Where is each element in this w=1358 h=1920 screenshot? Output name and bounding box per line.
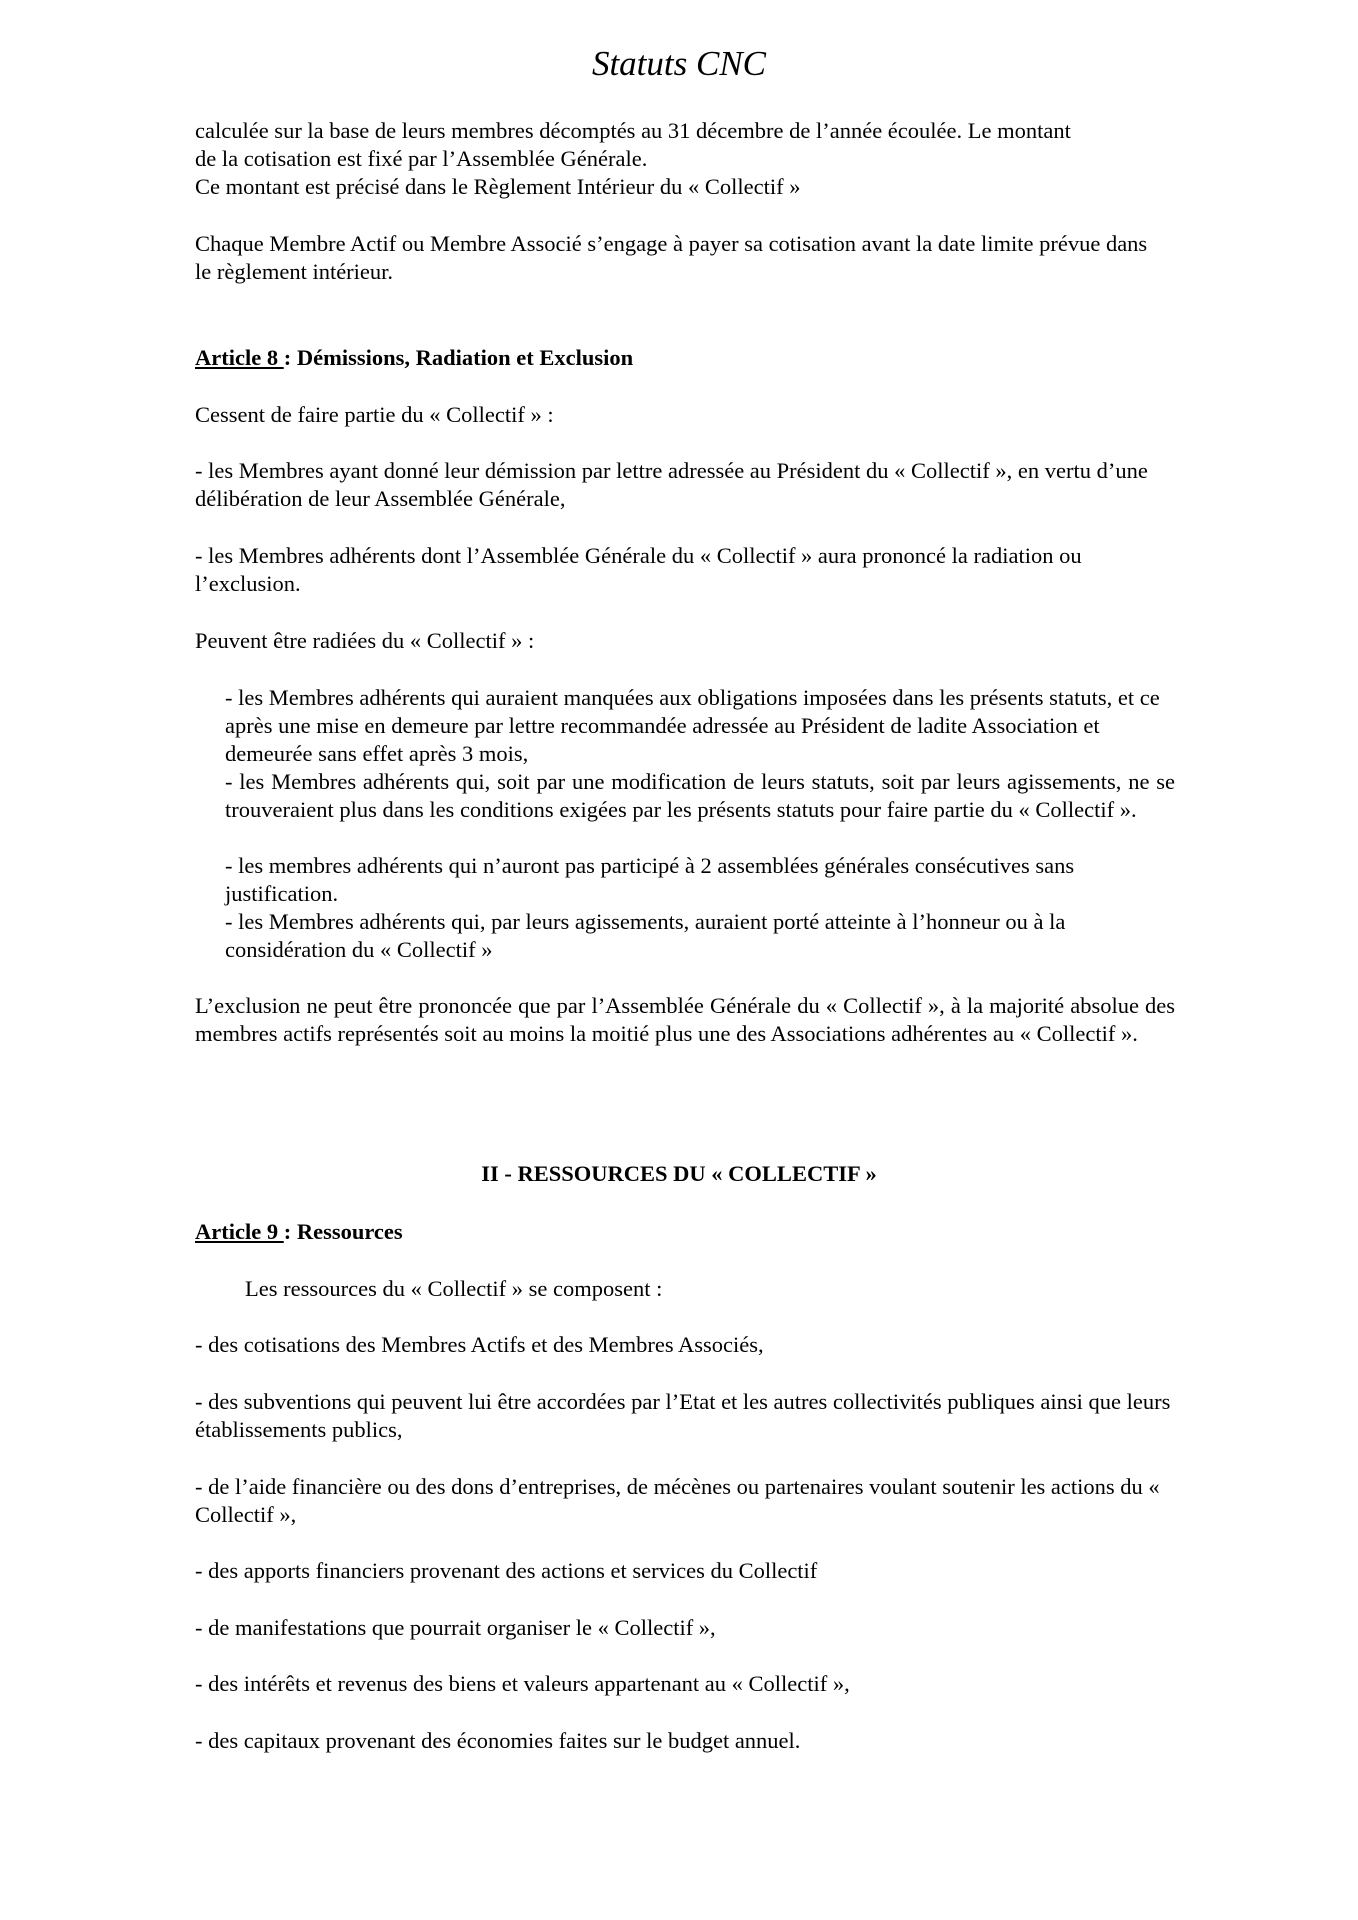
article-8-label: Article 8: [195, 345, 284, 370]
article-8-item-2: - les Membres adhérents dont l’Assemblée Générale du « Collectif » aura prononcé la radiation ou l’exclusion.: [195, 543, 1082, 596]
article-9-item-5: - de manifestations que pourrait organiser le « Collectif »,: [195, 1615, 716, 1640]
article-8-item-1: - les Membres ayant donné leur démission par lettre adressée au Président du « Collectif », en vertu d’une délibération de leur Assemblée Générale,: [195, 458, 1148, 511]
section-2-title: II - RESSOURCES DU « COLLECTIF »: [481, 1161, 877, 1186]
article-9-item-3: - de l’aide financière ou des dons d’entreprises, de mécènes ou partenaires voulant soutenir les actions du « Collectif »,: [195, 1474, 1160, 1527]
article-8-heading: [195, 344, 1175, 372]
intro-paragraph-cotisation: Chaque Membre Actif ou Membre Associé s’engage à payer sa cotisation avant la date limite prévue dans le règlement intérieur.: [195, 231, 1148, 284]
article-8-peuvent: Peuvent être radiées du « Collectif » :: [195, 628, 535, 653]
article-8-cessent: Cessent de faire partie du « Collectif » :: [195, 402, 554, 427]
intro-line-2: de la cotisation est fixé par l’Assemblée Générale.: [195, 146, 648, 171]
article-9-heading: [195, 1218, 1175, 1246]
article-8-sub-3: - les membres adhérents qui n’auront pas participé à 2 assemblées générales consécutives sans justification.: [225, 853, 1075, 906]
article-8-sub-1: - les Membres adhérents qui auraient manquées aux obligations imposées dans les présents statuts, et ce après une mise en demeure par lettre recommandée adressée au Président de ladite Association et demeurée sans effet après 3 mois,: [225, 685, 1160, 766]
article-9-title: : Ressources: [283, 1219, 403, 1244]
article-8-exclusion: L’exclusion ne peut être prononcée que par l’Assemblée Générale du « Collectif », à la majorité absolue des membres actifs représentés soit au moins la moitié plus une des Associations adhérentes au « Collectif ».: [195, 993, 1175, 1046]
intro-line-3: Ce montant est précisé dans le Règlement Intérieur du « Collectif »: [195, 174, 801, 199]
page-header-title: Statuts CNC: [591, 44, 767, 83]
article-9-label: Article 9: [195, 1219, 284, 1244]
article-9-item-7: - des capitaux provenant des économies faites sur le budget annuel.: [195, 1728, 801, 1753]
article-8-sub-2: - les Membres adhérents qui, soit par une modification de leurs statuts, soit par leurs agissements, ne se trouveraient plus dans les conditions exigées par les présents statuts pour faire partie du « Collectif ».: [225, 769, 1175, 822]
article-9-item-1: - des cotisations des Membres Actifs et des Membres Associés,: [195, 1332, 764, 1357]
article-9-intro: Les ressources du « Collectif » se composent :: [245, 1276, 663, 1301]
article-9-item-6: - des intérêts et revenus des biens et valeurs appartenant au « Collectif »,: [195, 1671, 850, 1696]
article-8-title: : Démissions, Radiation et Exclusion: [283, 345, 634, 370]
article-9-item-2: - des subventions qui peuvent lui être accordées par l’Etat et les autres collectivités publiques ainsi que leurs établissements publics,: [195, 1389, 1171, 1442]
intro-line-1: calculée sur la base de leurs membres décomptés au 31 décembre de l’année écoulée. Le montant: [195, 118, 1071, 143]
article-9-item-4: - des apports financiers provenant des actions et services du Collectif: [195, 1558, 818, 1583]
article-8-sub-4: - les Membres adhérents qui, par leurs agissements, auraient porté atteinte à l’honneur ou à la considération du « Collectif »: [225, 909, 1066, 962]
